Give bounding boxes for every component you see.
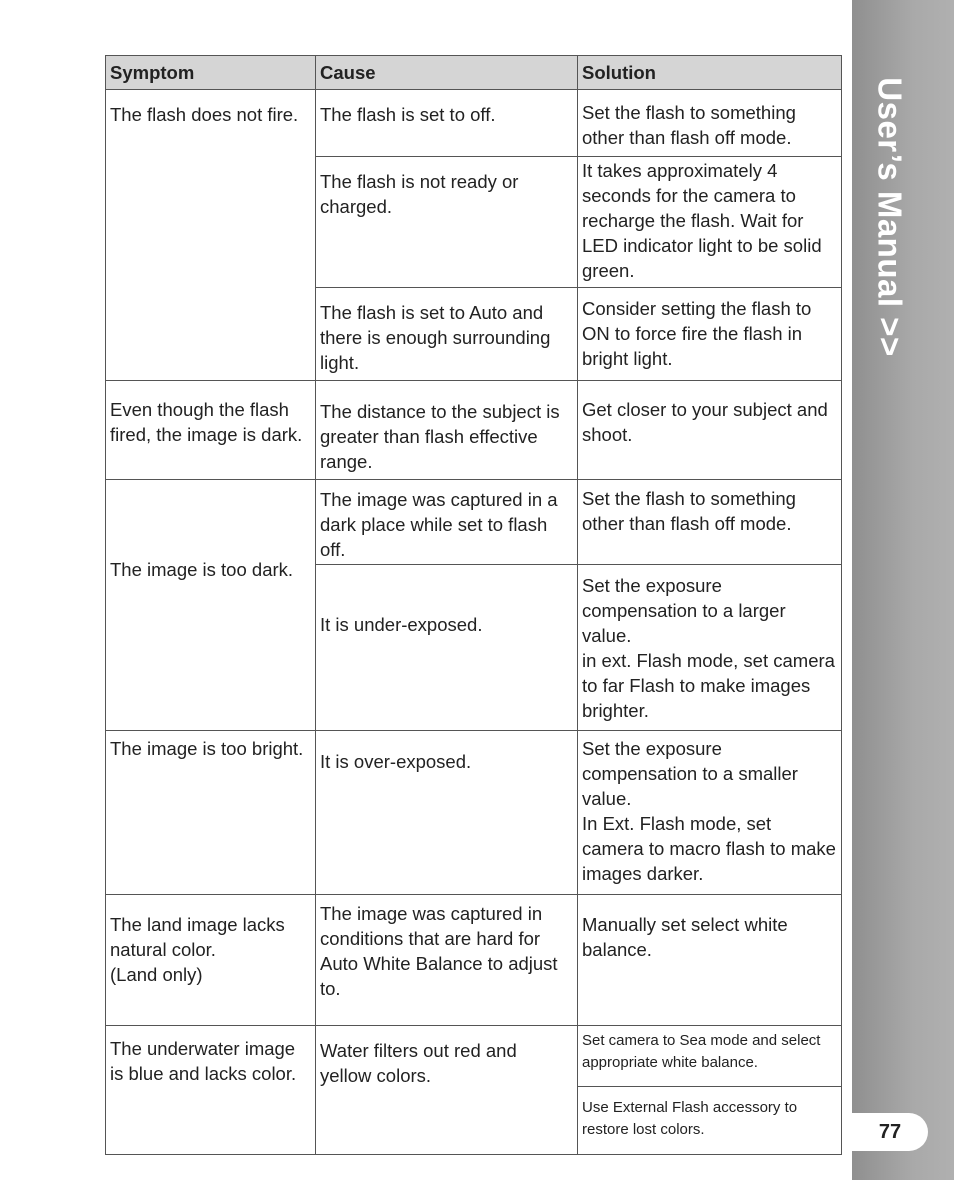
header-symptom: Symptom [106,56,316,90]
cause-cell: It is over-exposed. [316,731,578,895]
table-row [106,731,842,895]
table-row [106,480,842,565]
cause-cell: The flash is set to Auto and there is enough surrounding light. [316,288,578,381]
table-row [106,895,842,1026]
symptom-cell: The image is too bright. [106,731,316,895]
cause-cell: The image was captured in conditions that are hard for Auto White Balance to adjust to. [316,895,578,1026]
solution-cell: Manually set select white balance. [578,895,842,1026]
header-cause: Cause [316,56,578,90]
cause-cell: The image was captured in a dark place while set to flash off. [316,480,578,565]
solution-cell: Set the flash to something other than flash off mode. [578,480,842,565]
solution-cell: Consider setting the flash to ON to force fire the flash in bright light. [578,288,842,381]
symptom-cell: Even though the flash fired, the image is dark. [106,381,316,480]
sidebar-title: User’s Manual >> [872,77,909,357]
cause-cell: The distance to the subject is greater than flash effective range. [316,381,578,480]
troubleshooting-table [105,55,842,1155]
solution-cell: Set the exposure compensation to a smaller value. In Ext. Flash mode, set camera to macro flash to make images darker. [578,731,842,895]
page-number: 77 [852,1113,928,1151]
symptom-cell: The underwater image is blue and lacks color. [106,1026,316,1155]
header-solution: Solution [578,56,842,90]
symptom-cell: The land image lacks natural color. (Land only) [106,895,316,1026]
table-header-row [106,56,842,90]
table-row [106,381,842,480]
cause-cell: The flash is set to off. [316,90,578,157]
table-row [106,1026,842,1087]
cause-cell: The flash is not ready or charged. [316,157,578,288]
table-row [106,90,842,157]
symptom-cell: The flash does not fire. [106,90,316,381]
solution-cell: It takes approximately 4 seconds for the camera to recharge the flash. Wait for LED indicator light to be solid green. [578,157,842,288]
solution-cell: Get closer to your subject and shoot. [578,381,842,480]
cause-cell: It is under-exposed. [316,565,578,731]
solution-cell: Set the flash to something other than flash off mode. [578,90,842,157]
cause-cell: Water filters out red and yellow colors. [316,1026,578,1155]
symptom-cell: The image is too dark. [106,480,316,731]
solution-cell: Set camera to Sea mode and select appropriate white balance. [578,1026,842,1087]
solution-cell: Use External Flash accessory to restore lost colors. [578,1087,842,1155]
solution-cell: Set the exposure compensation to a larger value. in ext. Flash mode, set camera to far Flash to make images brighter. [578,565,842,731]
